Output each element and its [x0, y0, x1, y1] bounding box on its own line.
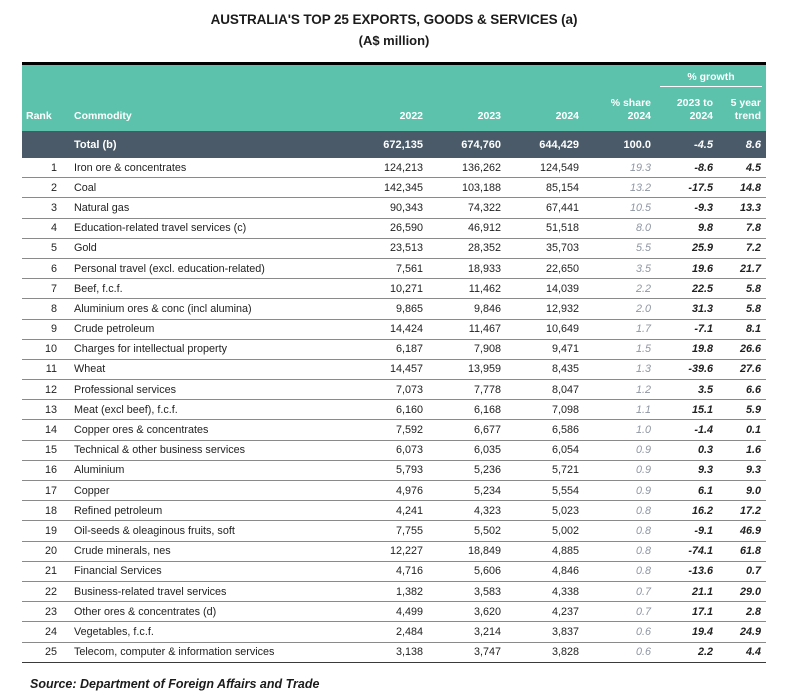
row-growth-5-year-trend: 7.8: [720, 218, 766, 238]
row-growth-5-year-trend: 5.8: [720, 279, 766, 299]
row-commodity: Copper: [66, 481, 354, 501]
row-value-2024: 4,846: [510, 561, 588, 581]
row-value-2022: 7,755: [354, 521, 432, 541]
source-note: Source: Department of Foreign Affairs and Trade: [30, 676, 320, 691]
row-value-2024: 35,703: [510, 238, 588, 258]
row-value-2023: 74,322: [432, 198, 510, 218]
row-growth-5-year-trend: 27.6: [720, 359, 766, 379]
header-growth1-line1: 2023 to: [676, 97, 713, 109]
table-row[interactable]: [22, 561, 766, 581]
row-value-2022: 3,138: [354, 642, 432, 662]
table-row[interactable]: [22, 178, 766, 198]
row-share-2024: 0.8: [588, 501, 658, 521]
row-value-2023: 11,462: [432, 279, 510, 299]
row-growth-2023-2024: -13.6: [658, 561, 720, 581]
row-rank: 23: [22, 602, 66, 622]
row-share-2024: 2.0: [588, 299, 658, 319]
row-commodity: Education-related travel services (c): [66, 218, 354, 238]
row-growth-5-year-trend: 0.1: [720, 420, 766, 440]
row-value-2023: 3,620: [432, 602, 510, 622]
row-value-2024: 12,932: [510, 299, 588, 319]
row-rank: 20: [22, 541, 66, 561]
row-growth-2023-2024: 21.1: [658, 581, 720, 601]
row-growth-5-year-trend: 0.7: [720, 561, 766, 581]
row-growth-2023-2024: 19.4: [658, 622, 720, 642]
row-value-2023: 9,846: [432, 299, 510, 319]
table-row[interactable]: [22, 581, 766, 601]
row-value-2023: 28,352: [432, 238, 510, 258]
table-row[interactable]: [22, 238, 766, 258]
row-share-2024: 0.7: [588, 581, 658, 601]
row-growth-2023-2024: -7.1: [658, 319, 720, 339]
row-value-2022: 12,227: [354, 541, 432, 561]
header-spacer-row: [22, 89, 766, 97]
row-growth-5-year-trend: 21.7: [720, 258, 766, 278]
table-row[interactable]: [22, 380, 766, 400]
row-value-2024: 4,237: [510, 602, 588, 622]
table-row[interactable]: [22, 359, 766, 379]
row-value-2023: 136,262: [432, 158, 510, 178]
row-value-2023: 5,236: [432, 460, 510, 480]
row-rank: 4: [22, 218, 66, 238]
table-row[interactable]: [22, 400, 766, 420]
table-row[interactable]: [22, 158, 766, 178]
row-value-2023: 7,908: [432, 339, 510, 359]
row-growth-2023-2024: -9.1: [658, 521, 720, 541]
row-value-2023: 18,933: [432, 258, 510, 278]
header-2023[interactable]: 2023: [432, 97, 510, 131]
header-growth2-line1: 5 year: [730, 97, 761, 109]
row-value-2024: 5,554: [510, 481, 588, 501]
total-share: 100.0: [588, 131, 658, 158]
row-share-2024: 0.9: [588, 481, 658, 501]
row-value-2024: 51,518: [510, 218, 588, 238]
row-share-2024: 1.2: [588, 380, 658, 400]
row-commodity: Aluminium: [66, 460, 354, 480]
total-2022: 672,135: [354, 131, 432, 158]
row-value-2022: 1,382: [354, 581, 432, 601]
row-rank: 24: [22, 622, 66, 642]
table-container: [22, 62, 766, 663]
row-value-2023: 103,188: [432, 178, 510, 198]
total-growth-1: -4.5: [658, 131, 720, 158]
row-value-2024: 4,338: [510, 581, 588, 601]
row-growth-5-year-trend: 9.3: [720, 460, 766, 480]
row-value-2022: 4,241: [354, 501, 432, 521]
row-growth-2023-2024: 19.8: [658, 339, 720, 359]
row-rank: 22: [22, 581, 66, 601]
row-growth-2023-2024: -9.3: [658, 198, 720, 218]
table-row[interactable]: [22, 622, 766, 642]
row-commodity: Professional services: [66, 380, 354, 400]
row-commodity: Coal: [66, 178, 354, 198]
row-value-2022: 10,271: [354, 279, 432, 299]
row-share-2024: 10.5: [588, 198, 658, 218]
row-growth-5-year-trend: 5.8: [720, 299, 766, 319]
row-value-2024: 9,471: [510, 339, 588, 359]
row-growth-2023-2024: 9.8: [658, 218, 720, 238]
row-rank: 13: [22, 400, 66, 420]
table-body: [22, 131, 766, 662]
table-row[interactable]: [22, 602, 766, 622]
row-value-2022: 7,073: [354, 380, 432, 400]
row-growth-5-year-trend: 29.0: [720, 581, 766, 601]
row-growth-5-year-trend: 4.4: [720, 642, 766, 662]
row-rank: 12: [22, 380, 66, 400]
table-row[interactable]: [22, 299, 766, 319]
row-value-2022: 5,793: [354, 460, 432, 480]
group-header-row: [22, 65, 766, 89]
row-commodity: Copper ores & concentrates: [66, 420, 354, 440]
row-growth-5-year-trend: 1.6: [720, 440, 766, 460]
row-rank: 2: [22, 178, 66, 198]
total-2024: 644,429: [510, 131, 588, 158]
row-value-2023: 6,168: [432, 400, 510, 420]
row-rank: 1: [22, 158, 66, 178]
title-block: [0, 0, 788, 49]
row-share-2024: 0.6: [588, 642, 658, 662]
row-commodity: Personal travel (excl. education-related): [66, 258, 354, 278]
row-rank: 15: [22, 440, 66, 460]
row-share-2024: 1.3: [588, 359, 658, 379]
row-commodity: Aluminium ores & conc (incl alumina): [66, 299, 354, 319]
page-subtitle: (A$ million): [358, 33, 430, 48]
row-value-2024: 5,002: [510, 521, 588, 541]
row-commodity: Other ores & concentrates (d): [66, 602, 354, 622]
header-growth2-line2: trend: [734, 109, 761, 122]
row-value-2024: 7,098: [510, 400, 588, 420]
row-rank: 5: [22, 238, 66, 258]
row-share-2024: 1.7: [588, 319, 658, 339]
row-share-2024: 5.5: [588, 238, 658, 258]
row-value-2024: 67,441: [510, 198, 588, 218]
row-rank: 16: [22, 460, 66, 480]
table-row[interactable]: [22, 339, 766, 359]
row-growth-5-year-trend: 7.2: [720, 238, 766, 258]
row-value-2024: 8,047: [510, 380, 588, 400]
row-share-2024: 13.2: [588, 178, 658, 198]
row-growth-2023-2024: 15.1: [658, 400, 720, 420]
row-growth-2023-2024: 9.3: [658, 460, 720, 480]
row-value-2022: 7,592: [354, 420, 432, 440]
header-rank[interactable]: Rank: [22, 97, 66, 131]
table-row[interactable]: [22, 460, 766, 480]
row-rank: 8: [22, 299, 66, 319]
header-2024[interactable]: 2024: [510, 97, 588, 131]
row-commodity: Technical & other business services: [66, 440, 354, 460]
header-growth1-line2: 2024: [689, 109, 713, 122]
total-row: [22, 131, 766, 158]
row-share-2024: 19.3: [588, 158, 658, 178]
row-growth-5-year-trend: 24.9: [720, 622, 766, 642]
row-growth-2023-2024: -1.4: [658, 420, 720, 440]
exports-table: [22, 65, 766, 663]
table-row[interactable]: [22, 258, 766, 278]
row-value-2024: 4,885: [510, 541, 588, 561]
row-rank: 19: [22, 521, 66, 541]
row-commodity: Charges for intellectual property: [66, 339, 354, 359]
row-value-2023: 18,849: [432, 541, 510, 561]
row-value-2023: 3,583: [432, 581, 510, 601]
row-commodity: Gold: [66, 238, 354, 258]
row-value-2022: 23,513: [354, 238, 432, 258]
table-row[interactable]: [22, 481, 766, 501]
row-value-2022: 7,561: [354, 258, 432, 278]
row-value-2024: 5,023: [510, 501, 588, 521]
row-rank: 6: [22, 258, 66, 278]
row-value-2024: 3,828: [510, 642, 588, 662]
row-value-2023: 11,467: [432, 319, 510, 339]
row-share-2024: 3.5: [588, 258, 658, 278]
row-commodity: Iron ore & concentrates: [66, 158, 354, 178]
row-value-2023: 5,234: [432, 481, 510, 501]
row-rank: 17: [22, 481, 66, 501]
row-value-2024: 22,650: [510, 258, 588, 278]
row-value-2023: 7,778: [432, 380, 510, 400]
row-commodity: Meat (excl beef), f.c.f.: [66, 400, 354, 420]
row-value-2022: 14,424: [354, 319, 432, 339]
table-row[interactable]: [22, 642, 766, 662]
row-value-2022: 4,499: [354, 602, 432, 622]
row-growth-5-year-trend: 61.8: [720, 541, 766, 561]
total-growth-2: 8.6: [720, 131, 766, 158]
group-header-blank: [22, 65, 658, 89]
row-growth-5-year-trend: 14.8: [720, 178, 766, 198]
row-value-2022: 2,484: [354, 622, 432, 642]
header-growth-5-year-trend[interactable]: [720, 97, 766, 131]
table-row[interactable]: [22, 501, 766, 521]
row-value-2024: 8,435: [510, 359, 588, 379]
header-share-2024[interactable]: [588, 97, 658, 131]
row-value-2023: 3,214: [432, 622, 510, 642]
row-growth-2023-2024: -74.1: [658, 541, 720, 561]
table-row[interactable]: [22, 420, 766, 440]
row-value-2023: 5,606: [432, 561, 510, 581]
header-2022[interactable]: 2022: [354, 97, 432, 131]
row-value-2022: 14,457: [354, 359, 432, 379]
row-rank: 10: [22, 339, 66, 359]
row-value-2023: 4,323: [432, 501, 510, 521]
row-rank: 25: [22, 642, 66, 662]
row-share-2024: 2.2: [588, 279, 658, 299]
row-rank: 14: [22, 420, 66, 440]
row-value-2022: 142,345: [354, 178, 432, 198]
row-growth-5-year-trend: 9.0: [720, 481, 766, 501]
row-growth-2023-2024: 17.1: [658, 602, 720, 622]
row-share-2024: 0.6: [588, 622, 658, 642]
row-value-2024: 6,054: [510, 440, 588, 460]
row-share-2024: 0.8: [588, 561, 658, 581]
total-label: Total (b): [66, 131, 354, 158]
row-growth-2023-2024: 2.2: [658, 642, 720, 662]
row-value-2022: 6,160: [354, 400, 432, 420]
row-value-2022: 90,343: [354, 198, 432, 218]
row-value-2024: 85,154: [510, 178, 588, 198]
row-value-2024: 10,649: [510, 319, 588, 339]
row-rank: 11: [22, 359, 66, 379]
table-row[interactable]: [22, 521, 766, 541]
row-commodity: Vegetables, f.c.f.: [66, 622, 354, 642]
row-growth-2023-2024: 16.2: [658, 501, 720, 521]
row-growth-5-year-trend: 6.6: [720, 380, 766, 400]
header-growth-2023-2024[interactable]: [658, 97, 720, 131]
row-share-2024: 0.8: [588, 541, 658, 561]
row-value-2024: 6,586: [510, 420, 588, 440]
row-value-2024: 14,039: [510, 279, 588, 299]
column-header-row: [22, 97, 766, 131]
row-value-2024: 3,837: [510, 622, 588, 642]
row-value-2022: 6,073: [354, 440, 432, 460]
row-commodity: Crude minerals, nes: [66, 541, 354, 561]
row-rank: 21: [22, 561, 66, 581]
row-growth-5-year-trend: 13.3: [720, 198, 766, 218]
row-share-2024: 0.8: [588, 521, 658, 541]
row-value-2023: 5,502: [432, 521, 510, 541]
row-commodity: Wheat: [66, 359, 354, 379]
row-growth-2023-2024: -39.6: [658, 359, 720, 379]
row-value-2023: 6,035: [432, 440, 510, 460]
row-value-2022: 124,213: [354, 158, 432, 178]
row-growth-2023-2024: 3.5: [658, 380, 720, 400]
row-growth-5-year-trend: 26.6: [720, 339, 766, 359]
row-growth-2023-2024: 22.5: [658, 279, 720, 299]
row-value-2022: 4,976: [354, 481, 432, 501]
row-rank: 7: [22, 279, 66, 299]
row-commodity: Telecom, computer & information services: [66, 642, 354, 662]
row-value-2024: 5,721: [510, 460, 588, 480]
row-value-2022: 26,590: [354, 218, 432, 238]
row-growth-2023-2024: 25.9: [658, 238, 720, 258]
table-row[interactable]: [22, 440, 766, 460]
row-growth-2023-2024: -8.6: [658, 158, 720, 178]
row-value-2023: 3,747: [432, 642, 510, 662]
row-growth-5-year-trend: 17.2: [720, 501, 766, 521]
row-growth-2023-2024: 6.1: [658, 481, 720, 501]
header-spacer-cell: [22, 89, 766, 97]
table-row[interactable]: [22, 218, 766, 238]
row-commodity: Financial Services: [66, 561, 354, 581]
header-share-line1: % share: [610, 97, 651, 109]
row-growth-2023-2024: 19.6: [658, 258, 720, 278]
header-commodity[interactable]: Commodity: [66, 97, 354, 131]
row-growth-5-year-trend: 2.8: [720, 602, 766, 622]
row-commodity: Business-related travel services: [66, 581, 354, 601]
row-commodity: Oil-seeds & oleaginous fruits, soft: [66, 521, 354, 541]
page-title: AUSTRALIA'S TOP 25 EXPORTS, GOODS & SERVICES (a): [210, 12, 578, 27]
row-rank: 18: [22, 501, 66, 521]
row-value-2022: 9,865: [354, 299, 432, 319]
total-2023: 674,760: [432, 131, 510, 158]
row-rank: 3: [22, 198, 66, 218]
table-header: [22, 65, 766, 131]
row-growth-5-year-trend: 46.9: [720, 521, 766, 541]
table-row[interactable]: [22, 541, 766, 561]
row-share-2024: 0.7: [588, 602, 658, 622]
row-growth-2023-2024: -17.5: [658, 178, 720, 198]
row-growth-2023-2024: 0.3: [658, 440, 720, 460]
row-share-2024: 0.9: [588, 440, 658, 460]
row-growth-2023-2024: 31.3: [658, 299, 720, 319]
growth-group-label: % growth: [660, 71, 762, 87]
row-share-2024: 1.1: [588, 400, 658, 420]
row-growth-5-year-trend: 4.5: [720, 158, 766, 178]
row-value-2023: 13,959: [432, 359, 510, 379]
row-value-2024: 124,549: [510, 158, 588, 178]
row-commodity: Crude petroleum: [66, 319, 354, 339]
row-value-2023: 6,677: [432, 420, 510, 440]
row-value-2022: 6,187: [354, 339, 432, 359]
header-share-line2: 2024: [627, 109, 651, 122]
row-commodity: Natural gas: [66, 198, 354, 218]
table-row[interactable]: [22, 198, 766, 218]
growth-group-header: [658, 65, 766, 89]
row-value-2022: 4,716: [354, 561, 432, 581]
row-growth-5-year-trend: 8.1: [720, 319, 766, 339]
row-commodity: Refined petroleum: [66, 501, 354, 521]
total-rank-blank: [22, 131, 66, 158]
row-share-2024: 0.9: [588, 460, 658, 480]
row-commodity: Beef, f.c.f.: [66, 279, 354, 299]
row-value-2023: 46,912: [432, 218, 510, 238]
row-share-2024: 1.5: [588, 339, 658, 359]
row-rank: 9: [22, 319, 66, 339]
row-growth-5-year-trend: 5.9: [720, 400, 766, 420]
row-share-2024: 1.0: [588, 420, 658, 440]
row-share-2024: 8.0: [588, 218, 658, 238]
table-row[interactable]: [22, 279, 766, 299]
table-row[interactable]: [22, 319, 766, 339]
